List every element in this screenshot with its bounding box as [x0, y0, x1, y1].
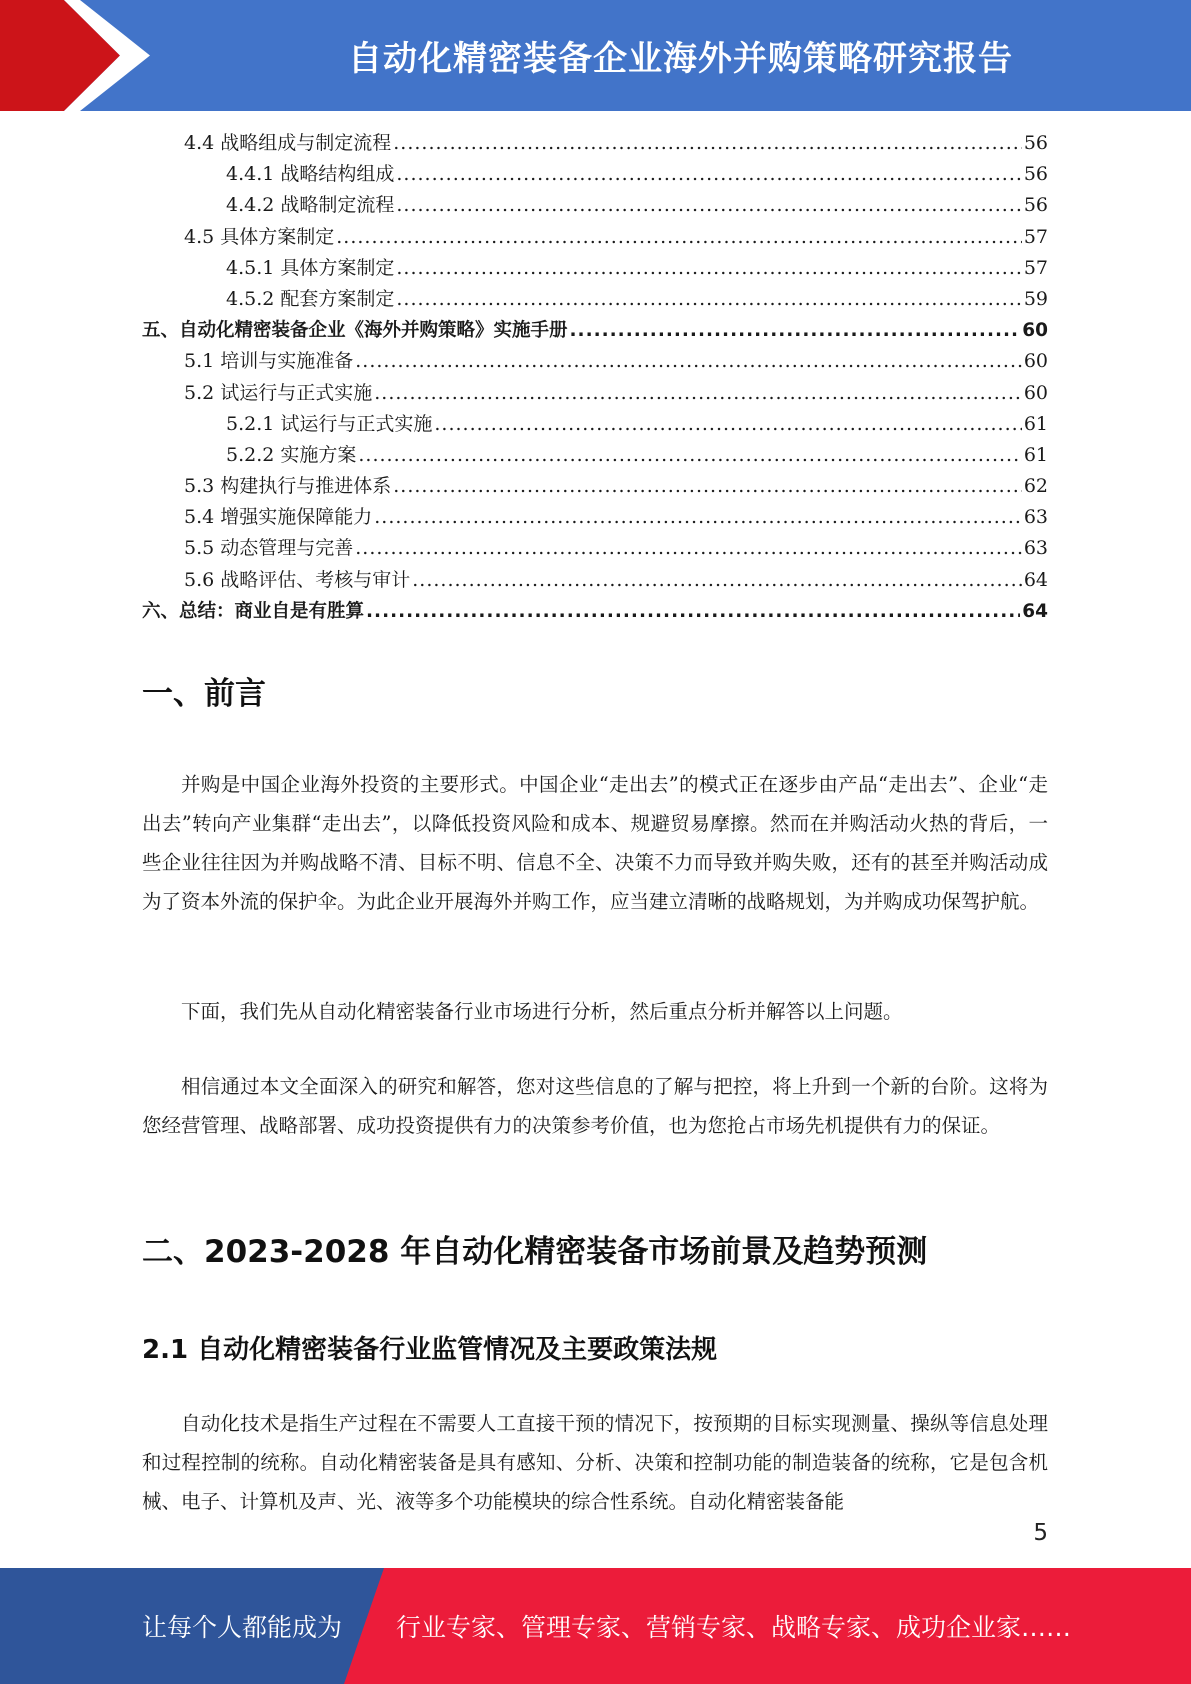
toc-dot-leader	[396, 284, 1021, 315]
page-number: 5	[1033, 1520, 1048, 1546]
toc-entry[interactable]	[142, 378, 1048, 409]
toc-entry[interactable]	[142, 222, 1048, 253]
toc-dot-leader	[366, 596, 1020, 627]
toc-entry-title: 4.5.1 具体方案制定	[226, 256, 395, 279]
toc-entry[interactable]	[142, 533, 1048, 564]
toc-entry-page: 63	[1023, 506, 1048, 529]
section-heading-market: 二、2023-2028 年自动化精密装备市场前景及趋势预测	[142, 1234, 928, 1270]
toc-entry-page: 56	[1023, 163, 1048, 186]
toc-entry-title: 5.2 试运行与正式实施	[184, 381, 373, 404]
toc-entry-page: 57	[1023, 256, 1048, 279]
toc-entry[interactable]	[142, 565, 1048, 596]
toc-dot-leader	[358, 440, 1021, 471]
toc-dot-leader	[412, 565, 1022, 596]
toc-entry-page: 60	[1023, 350, 1048, 373]
footer-slogan-left: 让每个人都能成为	[142, 1613, 343, 1642]
toc-dot-leader	[393, 128, 1022, 159]
toc-entry[interactable]	[142, 253, 1048, 284]
toc-entry-page: 56	[1023, 194, 1048, 217]
header-band	[0, 0, 1191, 111]
toc-entry-page: 59	[1023, 287, 1048, 310]
toc-dot-leader	[355, 533, 1022, 564]
subsection-heading-regulation: 2.1 自动化精密装备行业监管情况及主要政策法规	[142, 1335, 718, 1365]
toc-entry-page: 61	[1023, 443, 1048, 466]
toc-entry-title: 4.5 具体方案制定	[184, 225, 335, 248]
table-of-contents	[142, 128, 1048, 627]
toc-entry-title: 4.4 战略组成与制定流程	[184, 132, 392, 154]
toc-dot-leader	[396, 190, 1021, 221]
toc-entry-title: 六、总结：商业自是有胜算	[142, 600, 365, 622]
toc-entry-page: 62	[1023, 475, 1048, 498]
toc-entry-title: 5.3 构建执行与推进体系	[184, 475, 392, 498]
toc-entry[interactable]	[142, 128, 1048, 159]
toc-entry[interactable]	[142, 159, 1048, 190]
toc-dot-leader	[396, 253, 1021, 284]
toc-entry-title: 5.2.2 实施方案	[226, 443, 357, 466]
toc-entry-title: 5.1 培训与实施准备	[184, 350, 354, 373]
toc-entry[interactable]	[142, 315, 1048, 346]
toc-dot-leader	[336, 222, 1022, 253]
toc-entry[interactable]	[142, 471, 1048, 502]
toc-entry[interactable]	[142, 346, 1048, 377]
toc-entry-page: 57	[1023, 225, 1048, 248]
toc-entry[interactable]	[142, 284, 1048, 315]
toc-entry[interactable]	[142, 596, 1048, 627]
toc-entry-page: 56	[1023, 132, 1048, 154]
toc-dot-leader	[393, 471, 1022, 502]
report-title: 自动化精密装备企业海外并购策略研究报告	[348, 39, 1013, 79]
toc-entry-title: 5.5 动态管理与完善	[184, 537, 354, 560]
toc-entry-title: 5.6 战略评估、考核与审计	[184, 568, 411, 591]
toc-entry-page: 64	[1022, 600, 1048, 622]
header-chevron-icon	[0, 0, 150, 111]
toc-dot-leader	[434, 409, 1021, 440]
preface-paragraph-3: 相信通过本文全面深入的研究和解答，您对这些信息的了解与把控，将上升到一个新的台阶。这将为您经营管理、战略部署、成功投资提供有力的决策参考价值，也为您抢占市场先机提供有力的保证。	[142, 1075, 1048, 1137]
toc-dot-leader	[396, 159, 1021, 190]
preface-paragraph-2: 下面，我们先从自动化精密装备行业市场进行分析，然后重点分析并解答以上问题。	[181, 1000, 903, 1023]
toc-entry-title: 4.4.1 战略结构组成	[226, 163, 395, 186]
footer-band	[0, 1568, 1191, 1684]
toc-entry-page: 60	[1022, 320, 1048, 342]
regulation-paragraph-1: 自动化技术是指生产过程在不需要人工直接干预的情况下，按预期的目标实现测量、操纵等信息处理和过程控制的统称。自动化精密装备是具有感知、分析、决策和控制功能的制造装备的统称，它是包含机械、电子、计算机及声、光、液等多个功能模块的综合性系统。自动化精密装备能	[142, 1412, 1048, 1513]
toc-dot-leader	[570, 315, 1021, 346]
toc-entry-title: 5.4 增强实施保障能力	[184, 506, 373, 529]
toc-entry-title: 4.5.2 配套方案制定	[226, 287, 395, 310]
toc-dot-leader	[355, 346, 1022, 377]
toc-entry-title: 4.4.2 战略制定流程	[226, 194, 395, 217]
footer-slogan-right: 行业专家、管理专家、营销专家、战略专家、成功企业家……	[396, 1613, 1072, 1642]
toc-entry[interactable]	[142, 190, 1048, 221]
toc-entry-page: 63	[1023, 537, 1048, 560]
toc-dot-leader	[374, 502, 1022, 533]
toc-entry-title: 五、自动化精密装备企业《海外并购策略》实施手册	[142, 320, 568, 342]
toc-entry-page: 61	[1023, 412, 1048, 435]
toc-entry-page: 64	[1023, 568, 1048, 591]
toc-entry-page: 60	[1023, 381, 1048, 404]
toc-entry[interactable]	[142, 409, 1048, 440]
toc-dot-leader	[374, 378, 1022, 409]
toc-entry[interactable]	[142, 440, 1048, 471]
toc-entry-title: 5.2.1 试运行与正式实施	[226, 412, 433, 435]
toc-entry[interactable]	[142, 502, 1048, 533]
preface-paragraph-1: 并购是中国企业海外投资的主要形式。中国企业“走出去”的模式正在逐步由产品“走出去”、企业“走出去”转向产业集群“走出去”，以降低投资风险和成本、规避贸易摩擦。然而在并购活动火热的背后，一些企业往往因为并购战略不清、目标不明、信息不全、决策不力而导致并购失败，还有的甚至并购活动成为了资本外流的保护伞。为此企业开展海外并购工作，应当建立清晰的战略规划，为并购成功保驾护航。	[142, 773, 1048, 913]
section-heading-preface: 一、前言	[142, 676, 266, 712]
